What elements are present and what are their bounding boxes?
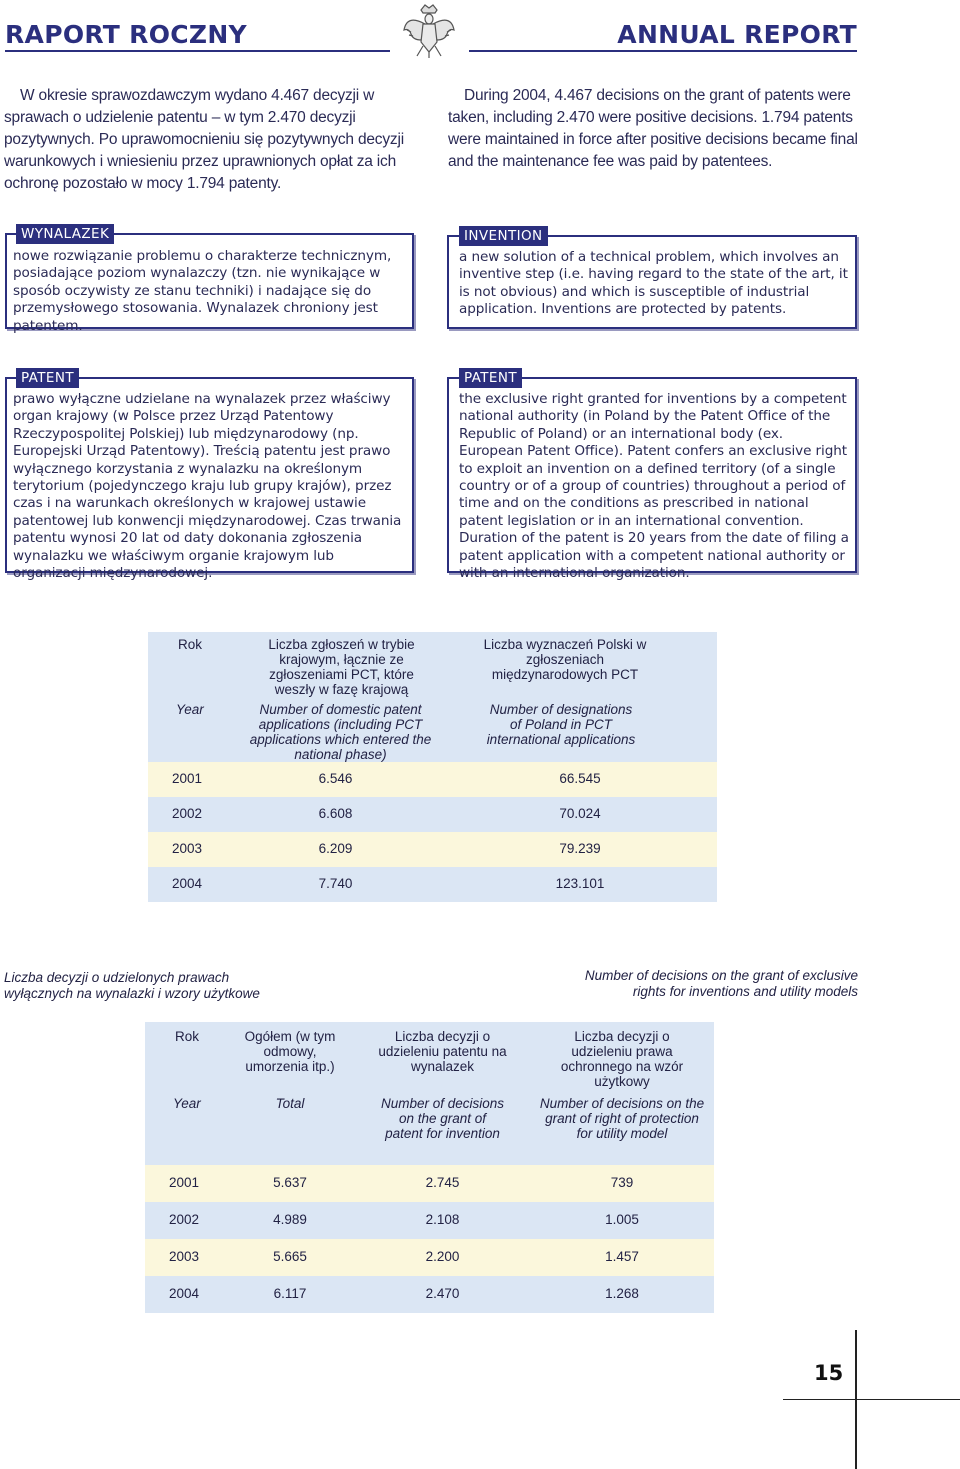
table-cell: 1.457 <box>605 1249 639 1264</box>
table-cell: 2002 <box>172 806 203 821</box>
tag-invention: INVENTION <box>459 226 548 246</box>
intro-paragraph-en: During 2004, 4.467 decisions on the grant of patents were taken, including 2.470 were positive decisions. 1.794 patents were maintained in force after positive decisions became final and the maintenance fee was paid by patentees. <box>448 87 858 170</box>
table-cell: 6.608 <box>318 806 353 821</box>
table-cell: 2004 <box>172 876 203 891</box>
table-cell: 2001 <box>172 771 203 786</box>
table-row <box>145 1202 714 1239</box>
definition-text-wynalazek: nowe rozwiązanie problemu o charakterze technicznym, posiadające poziom wynalazczy (tzn. nie wynikające w sposób oczywisty ze stanu techniki) i nadające się do przemysłowego stosowania. Wynalazek chroniony jest patentem. <box>13 248 392 334</box>
table-cell: 123.101 <box>555 876 605 891</box>
table-cell: 2.200 <box>425 1249 460 1264</box>
table-cell: 70.024 <box>559 806 601 821</box>
table-row <box>148 762 717 797</box>
table-row <box>145 1239 714 1276</box>
tag-patent-en: PATENT <box>459 368 522 388</box>
table-header-cell: Year <box>176 702 204 717</box>
table-header-cell: Number of domestic patent applications (including PCT applications which entered the national phase) <box>249 702 432 762</box>
definition-text-patent-pl: prawo wyłączne udzielane na wynalazek przez właściwy organ krajowy (w Polsce przez Urząd Patentowy Rzeczypospolitej Polskiej) lub międzynarodowy (np. Europejski Urząd Patentowy). Treścią patentu jest prawo wyłącznego korzystania z wynalazku na określonym terytorium (pojedynczego kraju lub grupy krajów), przez czas i na warunkach określonych w krajowej ustawie patentowej lub konwencji międzynarodowej. Czas trwania patentu wynosi 20 lat od daty dokonania zgłoszenia wynalazku we właściwym organie krajowym lub organizacji międzynarodowej. <box>13 391 402 582</box>
table-header-cell: Number of decisions on the grant of right of protection for utility model <box>539 1096 705 1141</box>
table-cell: 6.209 <box>318 841 353 856</box>
table-header-cell: Liczba decyzji o udzieleniu prawa ochronnego na wzór użytkowy <box>560 1029 684 1089</box>
page-number-rule <box>783 1399 960 1400</box>
definition-text-patent-en: the exclusive right granted for inventions by a competent national authority (in Poland by the Patent Office of the Republic of Poland) or an international body (ex. European Patent Office). Patent confers an exclusive right to exploit an invention on a defined territory (of a single country or of a group of countries) throughout a period of time and on the conditions as prescribed in national patent legislation or in an international convention. Duration of the patent is 20 years from the date of filing a patent application with a competent national authority or with an international organization. <box>459 391 849 582</box>
eagle-emblem-icon <box>401 2 457 60</box>
table-cell: 1.005 <box>605 1212 639 1227</box>
table-cell: 1.268 <box>605 1286 639 1301</box>
definition-text-invention: a new solution of a technical problem, which involves an inventive step (i.e. having regard to the state of the art, it is not obvious) and which is susceptible of industrial application. Inventions are protected by patents. <box>459 249 848 318</box>
table-row <box>145 1165 714 1202</box>
table-cell: 4.989 <box>273 1212 307 1227</box>
header-left-title: RAPORT ROCZNY <box>5 20 247 49</box>
table-cell: 2001 <box>169 1175 200 1190</box>
table-cell: 2.470 <box>425 1286 460 1301</box>
table-row <box>145 1276 714 1313</box>
table-header-cell: Rok <box>178 637 203 652</box>
table-cell: 6.117 <box>273 1286 307 1301</box>
table-row <box>148 867 717 902</box>
page-number: 15 <box>814 1361 844 1385</box>
table-cell: 7.740 <box>318 876 353 891</box>
table-cell: 2003 <box>169 1249 200 1264</box>
table-cell: 2002 <box>169 1212 200 1227</box>
table-header-cell: Year <box>173 1096 201 1111</box>
table-header-cell: Liczba zgłoszeń w trybie krajowym, łącznie ze zgłoszeniami PCT, które weszły w fazę krajową <box>268 637 415 697</box>
patent-applications-table <box>148 632 717 902</box>
table-header-row-pl <box>145 1022 714 1089</box>
tag-wynalazek: WYNALAZEK <box>16 224 114 244</box>
table-cell: 6.546 <box>318 771 353 786</box>
table-header-row-en <box>145 1089 714 1165</box>
table-cell: 2.108 <box>425 1212 460 1227</box>
table-header-row-en <box>148 697 717 762</box>
table-cell: 2.745 <box>425 1175 460 1190</box>
table-header-cell: Number of designations of Poland in PCT international applications <box>486 702 636 747</box>
table-cell: 2004 <box>169 1286 200 1301</box>
table-cell: 2003 <box>172 841 203 856</box>
table-header-cell: Number of decisions on the grant of patent for invention <box>380 1096 505 1141</box>
table-row <box>148 797 717 832</box>
table-cell: 66.545 <box>559 771 601 786</box>
table-header-row-pl <box>148 632 717 697</box>
table-header-cell: Liczba wyznaczeń Polski w zgłoszeniach międzynarodowych PCT <box>483 637 647 682</box>
table2-caption-en: Number of decisions on the grant of exclusive rights for inventions and utility models <box>584 968 858 999</box>
header-right-rule <box>469 50 857 52</box>
decisions-table <box>145 1022 714 1313</box>
header-right-title: ANNUAL REPORT <box>617 20 857 49</box>
intro-paragraph-pl: W okresie sprawozdawczym wydano 4.467 decyzji w sprawach o udzielenie patentu – w tym 2.470 decyzji pozytywnych. Po uprawomocnieniu się pozytywnych decyzji warunkowych i wniesieniu przez uprawnionych opłat za ich ochronę pozostało w mocy 1.794 patenty. <box>4 87 404 192</box>
table-cell: 739 <box>610 1175 634 1190</box>
table-row <box>148 832 717 867</box>
table-header-cell: Rok <box>175 1029 200 1044</box>
table-cell: 79.239 <box>559 841 601 856</box>
table-header-cell: Liczba decyzji o udzieleniu patentu na wynalazek <box>378 1029 507 1074</box>
header-left-rule <box>5 50 390 52</box>
table2-caption-pl: Liczba decyzji o udzielonych prawach wyłącznych na wynalazki i wzory użytkowe <box>4 970 260 1001</box>
table-cell: 5.637 <box>273 1175 307 1190</box>
tag-patent-pl: PATENT <box>16 368 79 388</box>
table-header-cell: Total <box>275 1096 305 1111</box>
table-cell: 5.665 <box>273 1249 307 1264</box>
table-header-cell: Ogółem (w tym odmowy, umorzenia itp.) <box>244 1029 336 1074</box>
